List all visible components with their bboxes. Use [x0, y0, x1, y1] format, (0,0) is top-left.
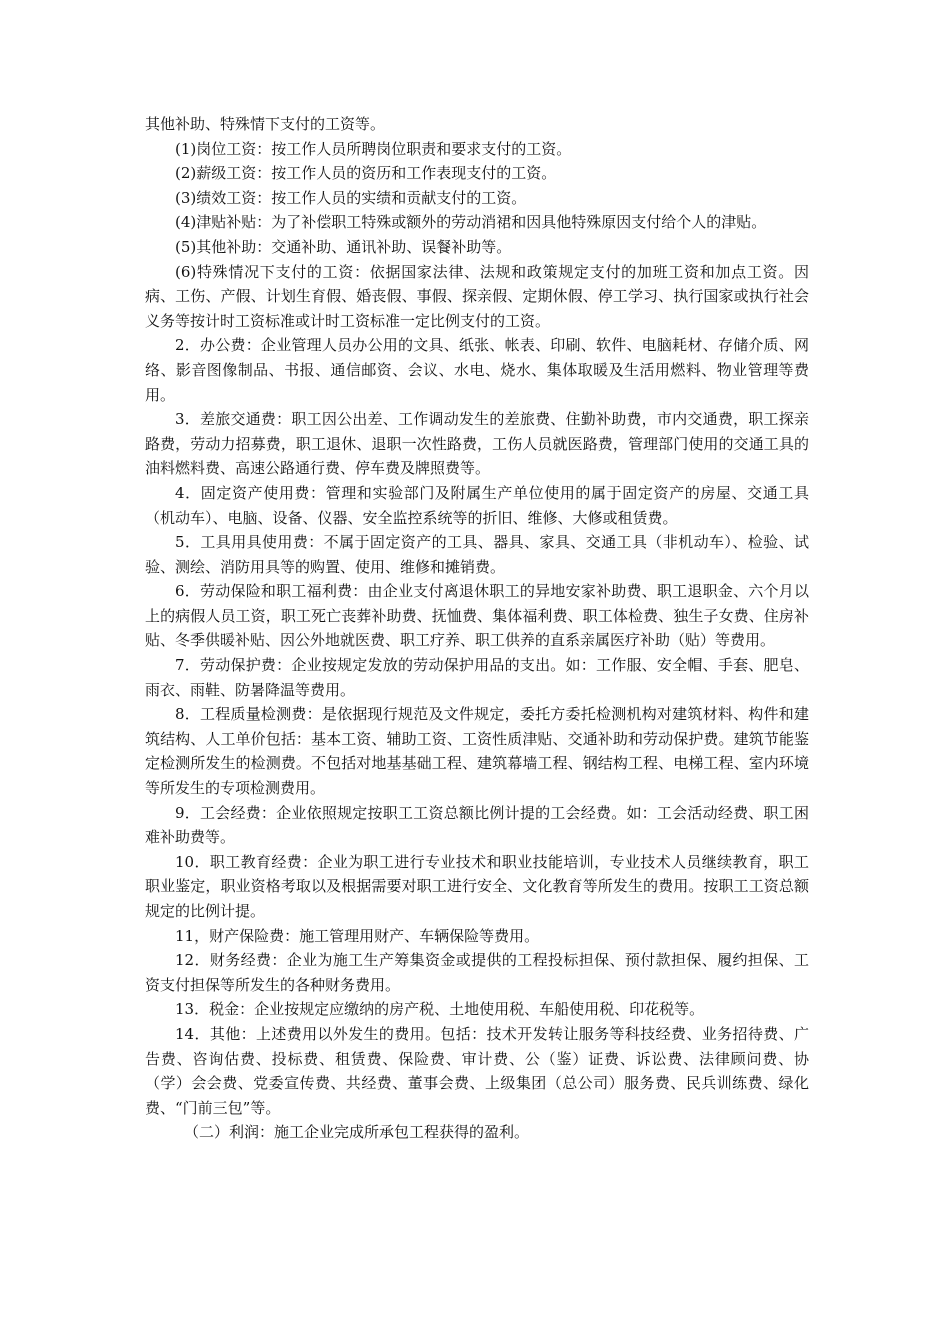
paragraph: 7．劳动保护费：企业按规定发放的劳动保护用品的支出。如：工作服、安全帽、手套、肥皂、雨衣、雨鞋、防暑降温等费用。	[145, 656, 809, 699]
paragraph: (5)其他补助：交通补助、通讯补助、误餐补助等。	[175, 237, 512, 256]
paragraph: (6)特殊情况下支付的工资：依据国家法律、法规和政策规定支付的加班工资和加点工资。因病、工伤、产假、计划生育假、婚丧假、事假、探亲假、定期休假、停工学习、执行国家或执行社会义务等按计时工资标准或计时工资标准一定比例支付的工资。	[145, 262, 809, 330]
paragraph: 10．职工教育经费：企业为职工进行专业技术和职业技能培训，专业技术人员继续教育，职工职业鉴定，职业资格考取以及根据需要对职工进行安全、文化教育等所发生的费用。按职工工资总额规定的比例计提。	[145, 852, 809, 920]
document-body	[145, 112, 809, 1145]
paragraph: 2．办公费：企业管理人员办公用的文具、纸张、帐表、印刷、软件、电脑耗材、存储介质、网络、影音图像制品、书报、通信邮资、会议、水电、烧水、集体取暖及生活用燃料、物业管理等费用。	[145, 336, 809, 404]
paragraph: 13．税金：企业按规定应缴纳的房产税、土地使用税、车船使用税、印花税等。	[175, 1000, 705, 1019]
paragraph: (3)绩效工资：按工作人员的实绩和贡献支付的工资。	[175, 188, 527, 207]
paragraph: 其他补助、特殊情下支付的工资等。	[145, 115, 386, 133]
paragraph: (1)岗位工资：按工作人员所聘岗位职责和要求支付的工资。	[175, 139, 572, 158]
paragraph: 12．财务经费：企业为施工生产筹集资金或提供的工程投标担保、预付款担保、履约担保、工资支付担保等所发生的各种财务费用。	[145, 951, 809, 994]
paragraph: 9．工会经费：企业依照规定按职工工资总额比例计提的工会经费。如：工会活动经费、职工困难补助费等。	[145, 803, 809, 847]
paragraph: 6．劳动保险和职工福利费：由企业支付离退休职工的异地安家补助费、职工退职金、六个月以上的病假人员工资，职工死亡丧葬补助费、抚恤费、集体福利费、职工体检费、独生子女费、住房补贴、冬季供暖补贴、因公外地就医费、职工疗养、职工供养的直系亲属医疗补助（贴）等费用。	[145, 582, 809, 650]
paragraph: 14．其他：上述费用以外发生的费用。包括：技术开发转让服务等科技经费、业务招待费、广告费、咨询估费、投标费、租赁费、保险费、审计费、公（鉴）证费、诉讼费、法律顾问费、协（学）会会费、党委宣传费、共经费、董事会费、上级集团（总公司）服务费、民兵训练费、绿化费、“门前三包”等。	[145, 1024, 809, 1117]
paragraph: 5．工具用具使用费：不属于固定资产的工具、器具、家具、交通工具（非机动车）、检验、试验、测绘、消防用具等的购置、使用、维修和摊销费。	[145, 533, 809, 576]
section-heading: （二）利润：施工企业完成所承包工程获得的盈利。	[184, 1123, 530, 1142]
paragraph: 4．固定资产使用费：管理和实验部门及附属生产单位使用的属于固定资产的房屋、交通工具（机动车）、电脑、设备、仪器、安全监控系统等的折旧、维修、大修或租赁费。	[145, 483, 809, 527]
paragraph: 11，财产保险费：施工管理用财产、车辆保险等费用。	[175, 926, 540, 945]
paragraph: (4)津贴补贴：为了补偿职工特殊或额外的劳动消裙和因具他特殊原因支付给个人的津贴。	[175, 213, 767, 232]
paragraph: 3．差旅交通费：职工因公出差、工作调动发生的差旅费、住勤补助费，市内交通费，职工探亲路费，劳动力招募费，职工退休、退职一次性路费，工伤人员就医路费，管理部门使用的交通工具的油料燃料费、高速公路通行费、停车费及牌照费等。	[145, 410, 809, 478]
paragraph: 8．工程质量检测费：是依据现行规范及文件规定，委托方委托检测机构对建筑材料、构件和建筑结构、人工单价包括：基本工资、辅助工资、工资性质津贴、交通补助和劳动保护费。建筑节能鉴定检测所发生的检测费。不包括对地基基础工程、建筑幕墙工程、钢结构工程、电梯工程、室内环境等所发生的专项检测费用。	[145, 705, 809, 798]
paragraph: (2)薪级工资：按工作人员的资历和工作表现支付的工资。	[175, 164, 557, 183]
